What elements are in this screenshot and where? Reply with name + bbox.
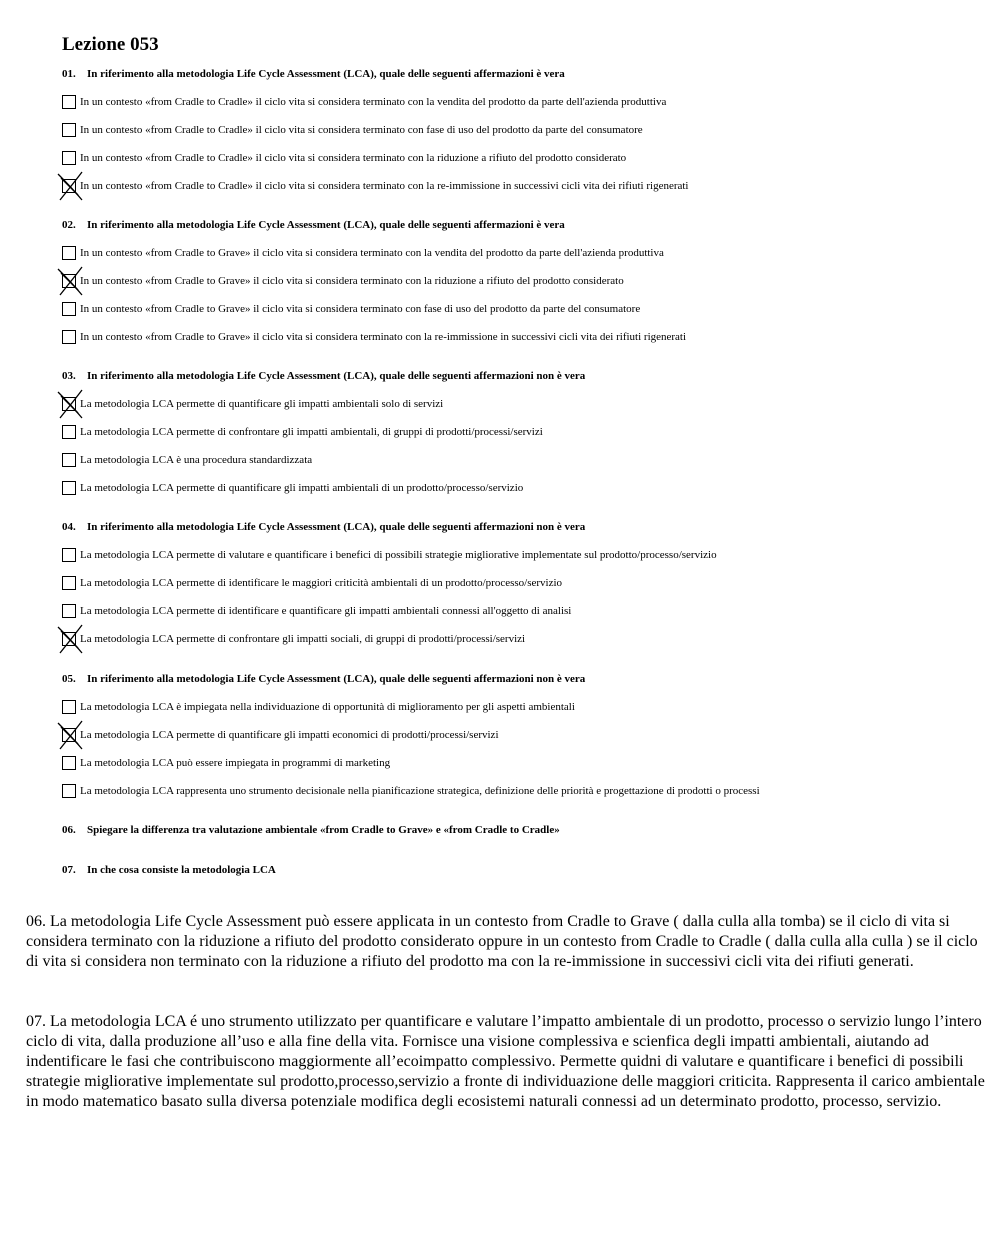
option-text: La metodologia LCA permette di identificare le maggiori criticità ambientali di un prodotto/processo/servizio bbox=[80, 577, 563, 589]
option-text: In un contesto «from Cradle to Cradle» il ciclo vita si considera terminato con la vendita del prodotto da parte dell'azienda produttiva bbox=[80, 96, 667, 108]
option-checkbox[interactable] bbox=[62, 548, 76, 562]
question-number: 04. bbox=[62, 521, 76, 533]
option-text: In un contesto «from Cradle to Grave» il ciclo vita si considera terminato con la riduzione a rifiuto del prodotto considerato bbox=[80, 275, 624, 287]
option-text: La metodologia LCA permette di confrontare gli impatti ambientali, di gruppi di prodotti/processi/servizi bbox=[80, 426, 543, 438]
option-checkbox[interactable] bbox=[62, 632, 76, 646]
option-checkbox[interactable] bbox=[62, 246, 76, 260]
option-checkbox[interactable] bbox=[62, 756, 76, 770]
option-checkbox[interactable] bbox=[62, 330, 76, 344]
question-number: 06. bbox=[62, 824, 76, 836]
option-text: La metodologia LCA rappresenta uno strumento decisionale nella pianificazione strategica, definizione delle priorità e progettazione di prodotti o processi bbox=[80, 785, 760, 797]
question-title bbox=[62, 219, 565, 231]
option-text: La metodologia LCA è impiegata nella individuazione di opportunità di miglioramento per gli aspetti ambientali bbox=[80, 701, 575, 713]
option-text: La metodologia LCA permette di valutare e quantificare i benefici di possibili strategie migliorative implementate sul prodotto/processo/servizio bbox=[80, 549, 717, 561]
option-text: La metodologia LCA permette di quantificare gli impatti economici di prodotti/processi/servizi bbox=[80, 729, 499, 741]
option-checkbox[interactable] bbox=[62, 576, 76, 590]
question-title bbox=[62, 68, 565, 80]
option-checkbox[interactable] bbox=[62, 123, 76, 137]
question-text: In riferimento alla metodologia Life Cycle Assessment (LCA), quale delle seguenti affermazioni è vera bbox=[87, 68, 565, 80]
option-checkbox[interactable] bbox=[62, 151, 76, 165]
option-text: In un contesto «from Cradle to Grave» il ciclo vita si considera terminato con la vendita del prodotto da parte dell'azienda produttiva bbox=[80, 247, 664, 259]
option-checkbox[interactable] bbox=[62, 481, 76, 495]
option-text: La metodologia LCA permette di identificare e quantificare gli impatti ambientali connessi all'oggetto di analisi bbox=[80, 605, 572, 617]
question-text: In riferimento alla metodologia Life Cycle Assessment (LCA), quale delle seguenti affermazioni non è vera bbox=[87, 521, 586, 533]
option-checkbox[interactable] bbox=[62, 274, 76, 288]
option-text: In un contesto «from Cradle to Grave» il ciclo vita si considera terminato con la re-immissione in successivi cicli vita dei rifiuti rigenerati bbox=[80, 331, 687, 343]
option-text: In un contesto «from Cradle to Grave» il ciclo vita si considera terminato con fase di uso del prodotto da parte del consumatore bbox=[80, 303, 641, 315]
option-checkbox[interactable] bbox=[62, 700, 76, 714]
option-text: La metodologia LCA permette di quantificare gli impatti ambientali solo di servizi bbox=[80, 398, 444, 410]
option-checkbox[interactable] bbox=[62, 179, 76, 193]
question-title bbox=[62, 521, 585, 533]
question-number: 03. bbox=[62, 370, 76, 382]
option-checkbox[interactable] bbox=[62, 728, 76, 742]
question-number: 01. bbox=[62, 68, 76, 80]
option-text: La metodologia LCA permette di confrontare gli impatti sociali, di gruppi di prodotti/processi/servizi bbox=[80, 633, 526, 645]
answer-paragraph: 07. La metodologia LCA é uno strumento utilizzato per quantificare e valutare l’impatto ambientale di un prodotto, processo o servizio lungo l’intero ciclo di vita, dalla produzione all’uso e alla fine della vita. Fornisce una visione complessiva e scienfica degli impatti ambientali, aiutando ad indentificare le fasi che contribuiscono maggiormente all’ecoimpatto complessivo. Permette quidni di valutare e quantificare i benefici di possibili strategie migliorative implementate sul prodotto,processo,servizio a fronte di individuazione delle maggiori criticita. Rappresenta il carico ambientale in modo matematico basato sulla diversa potenziale modifica degli ecosistemi naturali connessi ad un determinato prodotto, processo, servizio. bbox=[26, 1013, 985, 1110]
question-text: Spiegare la differenza tra valutazione ambientale «from Cradle to Grave» e «from Cradle to Cradle» bbox=[87, 824, 560, 836]
question-text: In riferimento alla metodologia Life Cycle Assessment (LCA), quale delle seguenti affermazioni non è vera bbox=[87, 673, 586, 685]
option-text: La metodologia LCA permette di quantificare gli impatti ambientali di un prodotto/processo/servizio bbox=[80, 482, 524, 494]
option-text: La metodologia LCA può essere impiegata in programmi di marketing bbox=[80, 757, 391, 769]
option-checkbox[interactable] bbox=[62, 397, 76, 411]
option-checkbox[interactable] bbox=[62, 425, 76, 439]
option-text: In un contesto «from Cradle to Cradle» il ciclo vita si considera terminato con la riduzione a rifiuto del prodotto considerato bbox=[80, 152, 627, 164]
option-checkbox[interactable] bbox=[62, 453, 76, 467]
answer-paragraph: 06. La metodologia Life Cycle Assessment può essere applicata in un contesto from Cradle to Grave ( dalla culla alla tomba) se il ciclo di vita si considera terminato con la riduzione a rifiuto del prodotto considerato oppure in un contesto from Cradle to Cradle ( dalla culla alla culla ) se il ciclo di vita si considera non terminato con la riduzione a rifiuto del prodotto ma con la re-immissione in successivi cicli vita dei rifiuti generati. bbox=[26, 913, 978, 970]
question-title bbox=[62, 864, 276, 876]
question-number: 07. bbox=[62, 864, 76, 876]
question-number: 05. bbox=[62, 673, 76, 685]
question-title bbox=[62, 824, 560, 836]
option-text: La metodologia LCA è una procedura standardizzata bbox=[80, 454, 313, 466]
question-title bbox=[62, 673, 585, 685]
page-title: Lezione 053 bbox=[62, 34, 159, 55]
question-text: In riferimento alla metodologia Life Cycle Assessment (LCA), quale delle seguenti affermazioni non è vera bbox=[87, 370, 586, 382]
option-checkbox[interactable] bbox=[62, 604, 76, 618]
option-text: In un contesto «from Cradle to Cradle» il ciclo vita si considera terminato con fase di uso del prodotto da parte del consumatore bbox=[80, 124, 643, 136]
option-checkbox[interactable] bbox=[62, 302, 76, 316]
question-title bbox=[62, 370, 585, 382]
option-checkbox[interactable] bbox=[62, 784, 76, 798]
question-number: 02. bbox=[62, 219, 76, 231]
question-text: In riferimento alla metodologia Life Cycle Assessment (LCA), quale delle seguenti affermazioni è vera bbox=[87, 219, 565, 231]
option-text: In un contesto «from Cradle to Cradle» il ciclo vita si considera terminato con la re-immissione in successivi cicli vita dei rifiuti rigenerati bbox=[80, 180, 689, 192]
question-text: In che cosa consiste la metodologia LCA bbox=[87, 864, 276, 876]
option-checkbox[interactable] bbox=[62, 95, 76, 109]
